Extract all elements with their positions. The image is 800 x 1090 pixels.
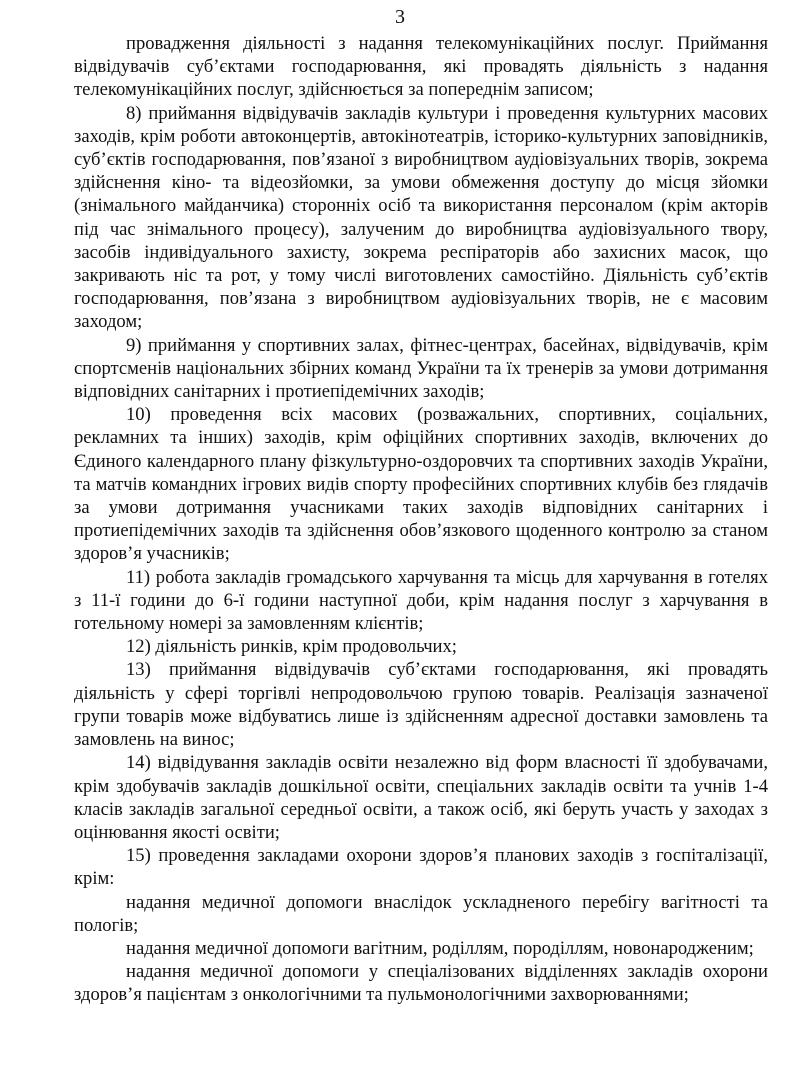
paragraph-telecom-continuation: провадження діяльності з надання телекомунікаційних послуг. Приймання відвідувачів суб’єктами господарювання, які провадять діяльність з надання телекомунікаційних послуг, здійснюється за попереднім записом; bbox=[74, 33, 768, 101]
paragraph-exception-oncology: надання медичної допомоги у спеціалізованих відділеннях закладів охорони здоров’я пацієнтам з онкологічними та пульмонологічними захворюваннями; bbox=[74, 961, 768, 1006]
paragraph-item-13: 13) приймання відвідувачів суб’єктами господарювання, які провадять діяльність у сфері торгівлі непродовольчою групою товарів. Реалізація зазначеної групи товарів може відбуватись лише із здійсненням адресної доставки замовлень та замовлень на винос; bbox=[74, 659, 768, 751]
paragraph-item-12: 12) діяльність ринків, крім продовольчих; bbox=[126, 636, 457, 658]
paragraph-exception-pregnancy: надання медичної допомоги внаслідок ускладненого перебігу вагітності та пологів; bbox=[74, 891, 768, 936]
paragraph-item-14: 14) відвідування закладів освіти незалежно від форм власності її здобувачами, крім здобувачів закладів дошкільної освіти, спеціальних закладів освіти та учнів 1-4 класів закладів загальної середньої освіти, а також осіб, які беруть участь у заходах з оцінювання якості освіти; bbox=[74, 752, 768, 843]
page-number: 3 bbox=[395, 6, 405, 28]
paragraph-item-9: 9) приймання у спортивних залах, фітнес-центрах, басейнах, відвідувачів, крім спортсменів національних збірних команд України та їх тренерів за умови дотримання відповідних санітарних і протиепідемічних заходів; bbox=[74, 334, 768, 403]
document-body bbox=[74, 32, 768, 1007]
paragraph-item-15: 15) проведення закладами охорони здоров’я планових заходів з госпіталізації, крім: bbox=[74, 845, 768, 890]
paragraph-item-11: 11) робота закладів громадського харчування та місць для харчування в готелях з 11-ї години до 6-ї години наступної доби, крім надання послуг з харчування в готельному номері за замовленням клієнтів; bbox=[74, 566, 768, 635]
paragraph-item-10: 10) проведення всіх масових (розважальних, спортивних, соціальних, рекламних та інших) заходів, крім офіційних спортивних заходів, включених до Єдиного календарного плану фізкультурно-оздоровчих та спортивних заходів України, та матчів командних ігрових видів спорту професійних спортивних клубів без глядачів за умови дотримання учасниками таких заходів відповідних санітарних і протиепідемічних заходів та здійснення обов’язкового щоденного контролю за станом здоров’я учасників; bbox=[74, 404, 768, 565]
paragraph-item-8: 8) приймання відвідувачів закладів культури і проведення культурних масових заходів, крім роботи автоконцертів, автокінотеатрів, історико-культурних заповідників, суб’єктів господарювання, пов’язаної з виробництвом аудіовізуальних творів, зокрема здійснення кіно- та відеозйомки, за умови обмеження доступу до місця зйомки (знімального майданчика) сторонніх осіб та використання персоналом (крім акторів під час знімального процесу), залученим до виробництва аудіовізуального твору, засобів індивідуального захисту, зокрема респіраторів або захисних масок, що закривають ніс та рот, у тому числі виготовлених самостійно. Діяльність суб’єктів господарювання, пов’язана з виробництвом аудіовізуальних творів, не є масовим заходом; bbox=[74, 102, 768, 333]
paragraph-exception-newborns: надання медичної допомоги вагітним, роділлям, породіллям, новонародженим; bbox=[126, 937, 754, 959]
